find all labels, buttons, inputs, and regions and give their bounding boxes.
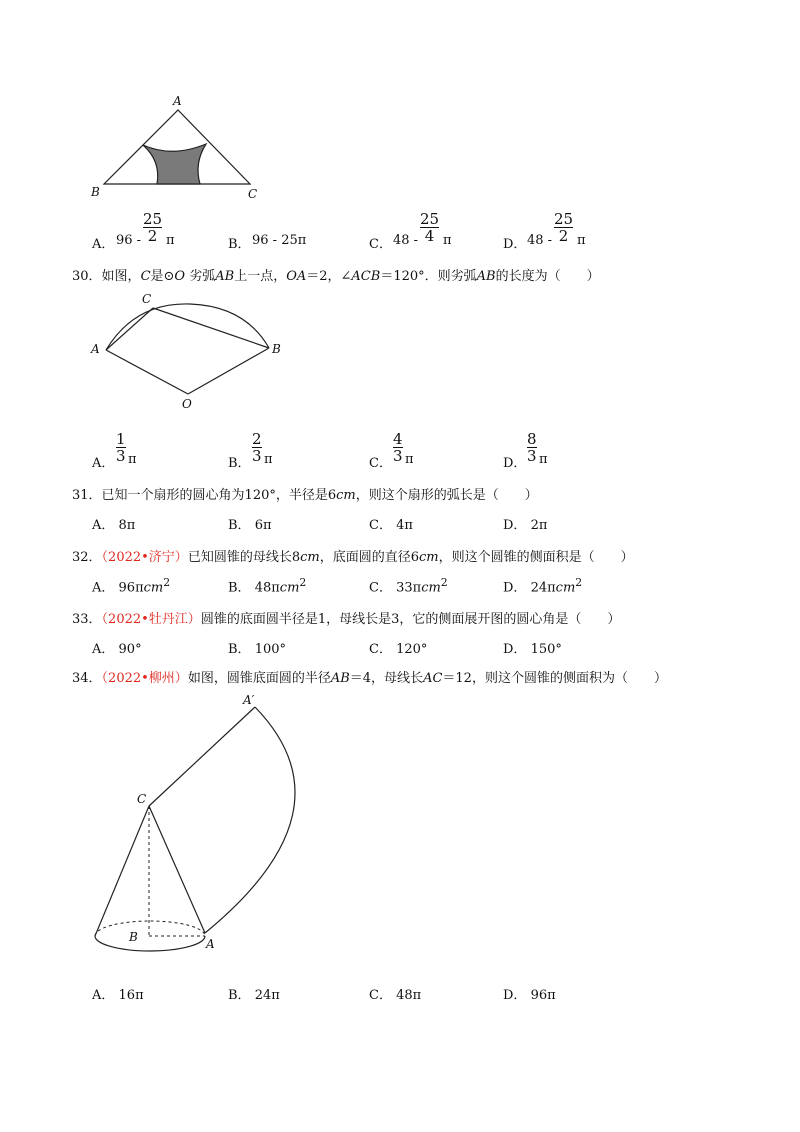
q32-option-b-letter: B． xyxy=(228,580,251,596)
q33-option-a-text: 90° xyxy=(118,642,142,657)
q32-option-b-sup: 2 xyxy=(299,576,307,589)
q32-option-a-letter: A． xyxy=(92,580,115,596)
q33-text: 圆锥的底面圆半径是1，母线长是3，它的侧面展开图的圆心角是（ ） xyxy=(200,612,621,627)
q30-option-b-denominator: 3 xyxy=(252,447,262,465)
q32-option-c[interactable] xyxy=(369,576,448,595)
q33-number: 33． xyxy=(72,612,102,627)
q32-option-c-letter: C． xyxy=(369,580,392,596)
q33-option-c[interactable] xyxy=(369,638,427,657)
q34-option-d-text: 96π xyxy=(530,988,556,1003)
q30-text-1: 如图， xyxy=(101,269,141,284)
q30-text-5: ＝2，∠ xyxy=(306,269,352,284)
figure-29-triangle xyxy=(85,92,275,204)
q29-option-a-letter[interactable]: A． xyxy=(92,237,115,252)
q33-option-d-letter: D． xyxy=(503,642,527,657)
q32-option-d-unit: cm xyxy=(555,580,576,596)
q29-option-c-letter[interactable]: C． xyxy=(369,237,392,252)
q34-option-a-text: 16π xyxy=(118,988,144,1003)
q30-text-7: 的长度为（ ） xyxy=(495,269,600,284)
q34-var-ab: AB xyxy=(330,671,350,686)
q34-source: （2022•柳州） xyxy=(101,671,188,686)
q30-option-d-numerator: 8 xyxy=(527,430,537,448)
q32-number: 32． xyxy=(72,550,102,565)
q34-text-3: ＝12，则这个圆锥的侧面积为（ ） xyxy=(442,671,667,686)
q29-option-d-pi: π xyxy=(577,233,586,248)
q30-option-b-pi: π xyxy=(264,452,273,467)
q33-option-b-letter: B． xyxy=(228,642,251,657)
q34-option-a[interactable] xyxy=(92,984,144,1003)
q34-text-2: ＝4，母线长 xyxy=(349,671,424,686)
q34-option-b-text: 24π xyxy=(254,988,280,1003)
q32-option-a-unit: cm xyxy=(143,580,164,596)
q32-text-3: ，则这个圆锥的侧面积是（ ） xyxy=(438,550,634,565)
q31-stem xyxy=(72,484,538,503)
q34-stem xyxy=(72,667,667,686)
fig30-label-a: A xyxy=(91,342,100,356)
q29-option-d-fraction xyxy=(554,212,573,244)
q32-stem xyxy=(72,546,634,565)
q34-var-ac: AC xyxy=(423,671,443,686)
q29-option-d-letter[interactable]: D． xyxy=(503,237,527,252)
q30-text-4: 上一点， xyxy=(234,269,287,284)
q31-option-b-text: 6π xyxy=(254,518,272,533)
q34-number: 34． xyxy=(72,671,102,686)
fig34-label-a: A xyxy=(206,937,215,951)
q30-option-c-pi: π xyxy=(405,452,414,467)
q32-option-a[interactable] xyxy=(92,576,170,595)
q32-option-d-value: 24π xyxy=(530,580,556,596)
q30-option-a-pi: π xyxy=(128,452,137,467)
q29-option-b-text: 96 - 25π xyxy=(252,233,307,248)
q30-option-b-fraction xyxy=(252,432,262,464)
q31-option-a[interactable] xyxy=(92,514,135,533)
q30-var-oa: OA xyxy=(286,269,307,284)
q33-option-d-text: 150° xyxy=(530,642,562,657)
q32-option-a-value: 96π xyxy=(118,580,144,596)
fig30-label-b: B xyxy=(272,342,281,356)
q33-option-c-letter: C． xyxy=(369,642,392,657)
q33-option-d[interactable] xyxy=(503,638,562,657)
q30-var-o: O xyxy=(174,269,186,284)
q34-option-b-letter: B． xyxy=(228,988,251,1003)
q29-option-b-letter[interactable]: B． xyxy=(228,237,251,252)
q32-option-c-value: 33π xyxy=(396,580,422,596)
q31-option-b[interactable] xyxy=(228,514,272,533)
fig29-label-a: A xyxy=(173,94,182,108)
q32-option-c-unit: cm xyxy=(421,580,441,596)
q32-unit-2: cm xyxy=(418,550,439,565)
q32-option-d-letter: D． xyxy=(503,580,527,596)
q30-option-d-fraction xyxy=(527,432,537,464)
q32-text-2: ，底面圆的直径6 xyxy=(319,550,419,565)
q32-unit-1: cm xyxy=(300,550,320,565)
q31-option-b-letter: B． xyxy=(228,518,251,533)
q29-option-a-denominator: 2 xyxy=(143,227,162,244)
q32-option-a-sup: 2 xyxy=(163,576,171,589)
q34-text-1: 如图，圆锥底面圆的半径 xyxy=(187,671,331,686)
fig34-label-c: C xyxy=(137,792,147,806)
q30-option-c-denominator: 3 xyxy=(393,447,403,465)
q30-option-b-letter[interactable]: B． xyxy=(228,456,251,471)
q30-option-b-numerator: 2 xyxy=(252,430,262,448)
fig30-label-c: C xyxy=(142,292,152,306)
q34-option-c-text: 48π xyxy=(396,988,422,1003)
q30-stem xyxy=(72,265,600,284)
q31-option-c-letter: C． xyxy=(369,518,392,533)
figure-34-cone-net xyxy=(85,690,310,960)
q31-option-a-text: 8π xyxy=(118,518,136,533)
q29-option-d-numerator: 25 xyxy=(554,210,574,228)
q29-option-a-fraction xyxy=(143,212,162,244)
q30-text-3: 劣弧 xyxy=(185,269,216,284)
q34-option-d[interactable] xyxy=(503,984,556,1003)
q29-option-d-whole: 48 - xyxy=(527,233,553,248)
q29-option-c-whole: 48 - xyxy=(393,233,419,248)
q30-option-a-letter[interactable]: A． xyxy=(92,456,115,471)
q30-option-c-fraction xyxy=(393,432,403,464)
q33-option-c-text: 120° xyxy=(396,642,428,657)
q30-option-a-numerator: 1 xyxy=(116,430,126,448)
q33-option-b-text: 100° xyxy=(254,642,287,657)
q30-text-6: ＝120°．则劣弧 xyxy=(380,269,477,284)
q31-option-c-text: 4π xyxy=(396,518,413,533)
q30-var-ab: AB xyxy=(215,269,235,284)
q31-number: 31． xyxy=(72,488,102,503)
q29-option-c-pi: π xyxy=(443,233,452,248)
q30-option-a-fraction xyxy=(116,432,126,464)
q31-option-c[interactable] xyxy=(369,514,413,533)
fig34-label-a-prime: A′ xyxy=(243,693,255,707)
q32-option-b-unit: cm xyxy=(279,580,300,596)
q33-option-a[interactable] xyxy=(92,638,142,657)
q31-text-2: ，则这个扇形的弧长是（ ） xyxy=(355,488,538,503)
fig29-label-c: C xyxy=(248,187,258,201)
q29-option-a-pi: π xyxy=(166,233,175,248)
q29-option-c-numerator: 25 xyxy=(420,210,440,228)
q33-option-a-letter: A． xyxy=(92,642,115,657)
q34-option-b[interactable] xyxy=(228,984,280,1003)
q30-number: 30． xyxy=(72,269,102,284)
q34-option-d-letter: D． xyxy=(503,988,527,1003)
q33-stem xyxy=(72,608,620,627)
q29-option-a-numerator: 25 xyxy=(143,210,163,228)
q29-option-c-denominator: 4 xyxy=(420,227,439,244)
q30-text-2: 是⊙ xyxy=(150,269,175,284)
q30-var-acb: ACB xyxy=(351,269,381,284)
q31-unit: cm xyxy=(336,488,356,503)
q30-var-ab-2: AB xyxy=(476,269,496,284)
q31-option-d[interactable] xyxy=(503,514,547,533)
q31-option-d-letter: D． xyxy=(503,518,527,533)
fig30-label-o: O xyxy=(182,397,192,411)
q30-option-d-letter[interactable]: D． xyxy=(503,456,527,471)
q31-option-d-text: 2π xyxy=(530,518,548,533)
q32-option-b-value: 48π xyxy=(254,580,280,596)
fig29-label-b: B xyxy=(91,185,100,199)
q29-option-a-whole: 96 - xyxy=(116,233,142,248)
q32-option-d-sup: 2 xyxy=(575,576,583,589)
q30-var-c: C xyxy=(140,269,151,284)
q34-option-a-letter: A． xyxy=(92,988,115,1003)
q32-text-1: 已知圆锥的母线长8 xyxy=(187,550,301,565)
q32-option-b[interactable] xyxy=(228,576,306,595)
q32-source: （2022•济宁） xyxy=(101,550,188,565)
figure-30-circle-arc xyxy=(85,290,295,412)
q33-option-b[interactable] xyxy=(228,638,286,657)
q34-option-c-letter: C． xyxy=(369,988,392,1003)
q32-option-d[interactable] xyxy=(503,576,582,595)
q30-option-a-denominator: 3 xyxy=(116,447,126,465)
q30-option-c-numerator: 4 xyxy=(393,430,403,448)
q32-option-c-sup: 2 xyxy=(440,576,448,589)
q30-option-d-pi: π xyxy=(539,452,548,467)
q34-option-c[interactable] xyxy=(369,984,421,1003)
fig34-label-b: B xyxy=(129,930,138,944)
q31-text-1: 已知一个扇形的圆心角为120°，半径是6 xyxy=(101,488,337,503)
q30-option-d-denominator: 3 xyxy=(527,447,537,465)
q29-option-c-fraction xyxy=(420,212,439,244)
q33-source: （2022•牡丹江） xyxy=(101,612,201,627)
q29-option-d-denominator: 2 xyxy=(554,227,573,244)
q31-option-a-letter: A． xyxy=(92,518,115,533)
q30-option-c-letter[interactable]: C． xyxy=(369,456,392,471)
